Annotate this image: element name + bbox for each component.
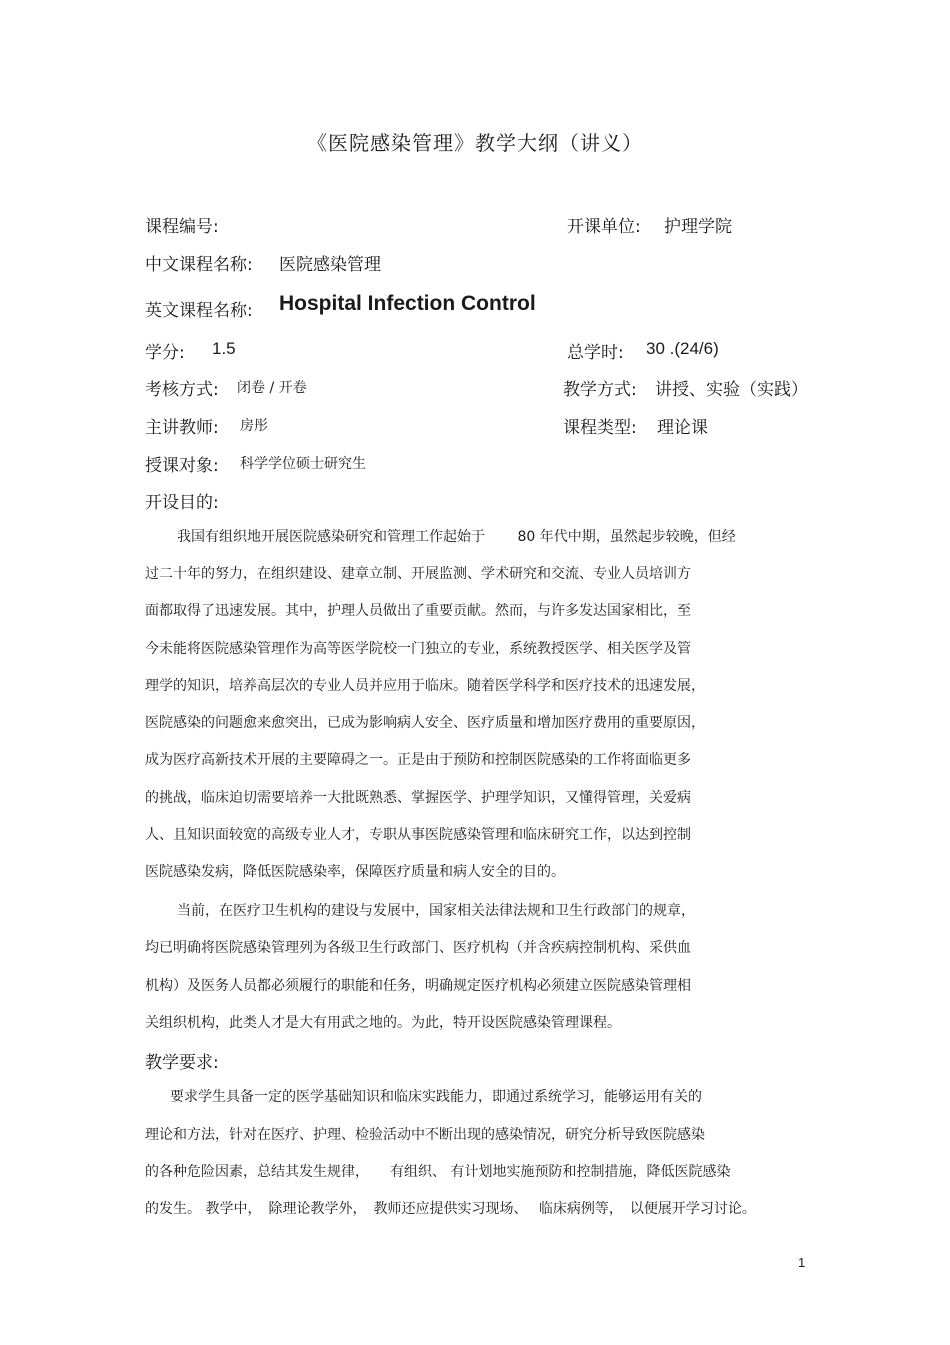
purpose-line: 医院感染发病，降低医院感染率，保障医疗质量和病人安全的目的。 — [145, 864, 565, 880]
assess-label: 考核方式: — [145, 380, 219, 400]
purpose-line: 过二十年的努力，在组织建设、建章立制、开展监测、学术研究和交流、专业人员培训方 — [145, 566, 691, 582]
purpose-heading: 开设目的: — [145, 493, 219, 513]
purpose-line: 理学的知识，培养高层次的专业人员并应用于临床。随着医学科学和医疗技术的迅速发展， — [145, 678, 705, 694]
hours-value: 30 .(24/6) — [646, 339, 719, 358]
requirements-heading: 教学要求: — [145, 1053, 219, 1073]
target-value: 科学学位硕士研究生 — [240, 456, 366, 472]
cn-name-label: 中文课程名称: — [145, 255, 253, 275]
teach-value: 讲授、实验（实践） — [655, 380, 808, 400]
requirements-line: 要求学生具备一定的医学基础知识和临床实践能力，即通过系统学习，能够运用有关的 — [170, 1089, 702, 1105]
purpose-line: 当前，在医疗卫生机构的建设与发展中，国家相关法律法规和卫生行政部门的规章， — [177, 903, 695, 919]
purpose-line: 医院感染的问题愈来愈突出，已成为影响病人安全、医疗质量和增加医疗费用的重要原因， — [145, 715, 705, 731]
page-number: 1 — [798, 1255, 806, 1270]
course-code-label: 课程编号: — [145, 217, 219, 237]
en-name-value: Hospital Infection Control — [279, 292, 536, 315]
teach-label: 教学方式: — [563, 380, 637, 400]
purpose-line: 机构）及医务人员都必须履行的职能和任务，明确规定医疗机构必须建立医院感染管理相 — [145, 978, 691, 994]
purpose-line: 我国有组织地开展医院感染研究和管理工作起始于 80 年代中期，虽然起步较晚，但经 — [177, 529, 736, 545]
purpose-line: 今未能将医院感染管理作为高等医学院校一门独立的专业，系统教授医学、相关医学及管 — [145, 641, 691, 657]
type-value: 理论课 — [657, 418, 708, 438]
teacher-value: 房彤 — [240, 418, 268, 434]
purpose-line: 均已明确将医院感染管理列为各级卫生行政部门、医疗机构（并含疾病控制机构、采供血 — [145, 940, 691, 956]
requirements-line: 的各种危险因素，总结其发生规律， 有组织、 有计划地实施预防和控制措施，降低医院感染 — [145, 1164, 731, 1180]
requirements-line: 理论和方法，针对在医疗、护理、检验活动中不断出现的感染情况，研究分析导致医院感染 — [145, 1127, 705, 1143]
dept-value: 护理学院 — [664, 217, 732, 237]
page-title: 《医院感染管理》教学大纲（讲义） — [307, 131, 643, 155]
assess-value: 闭卷 / 开卷 — [237, 380, 307, 396]
purpose-line: 面都取得了迅速发展。其中，护理人员做出了重要贡献。然而，与许多发达国家相比，至 — [145, 603, 691, 619]
requirements-line: 的发生。 教学中， 除理论教学外， 教师还应提供实习现场、 临床病例等， 以便展开学习讨论。 — [145, 1201, 756, 1217]
cn-name-value: 医院感染管理 — [279, 255, 381, 275]
en-name-label: 英文课程名称: — [145, 301, 253, 321]
target-label: 授课对象: — [145, 456, 219, 476]
purpose-line: 关组织机构，此类人才是大有用武之地的。为此，特开设医院感染管理课程。 — [145, 1015, 621, 1031]
hours-label: 总学时: — [567, 343, 624, 363]
credit-value: 1.5 — [212, 339, 236, 358]
purpose-line: 成为医疗高新技术开展的主要障碍之一。正是由于预防和控制医院感染的工作将面临更多 — [145, 752, 691, 768]
teacher-label: 主讲教师: — [145, 418, 219, 438]
type-label: 课程类型: — [563, 418, 637, 438]
dept-label: 开课单位: — [567, 217, 641, 237]
credit-label: 学分: — [145, 343, 185, 363]
purpose-line: 人、且知识面较宽的高级专业人才，专职从事医院感染管理和临床研究工作，以达到控制 — [145, 827, 691, 843]
purpose-line: 的挑战，临床迫切需要培养一大批既熟悉、掌握医学、护理学知识，又懂得管理，关爱病 — [145, 790, 691, 806]
